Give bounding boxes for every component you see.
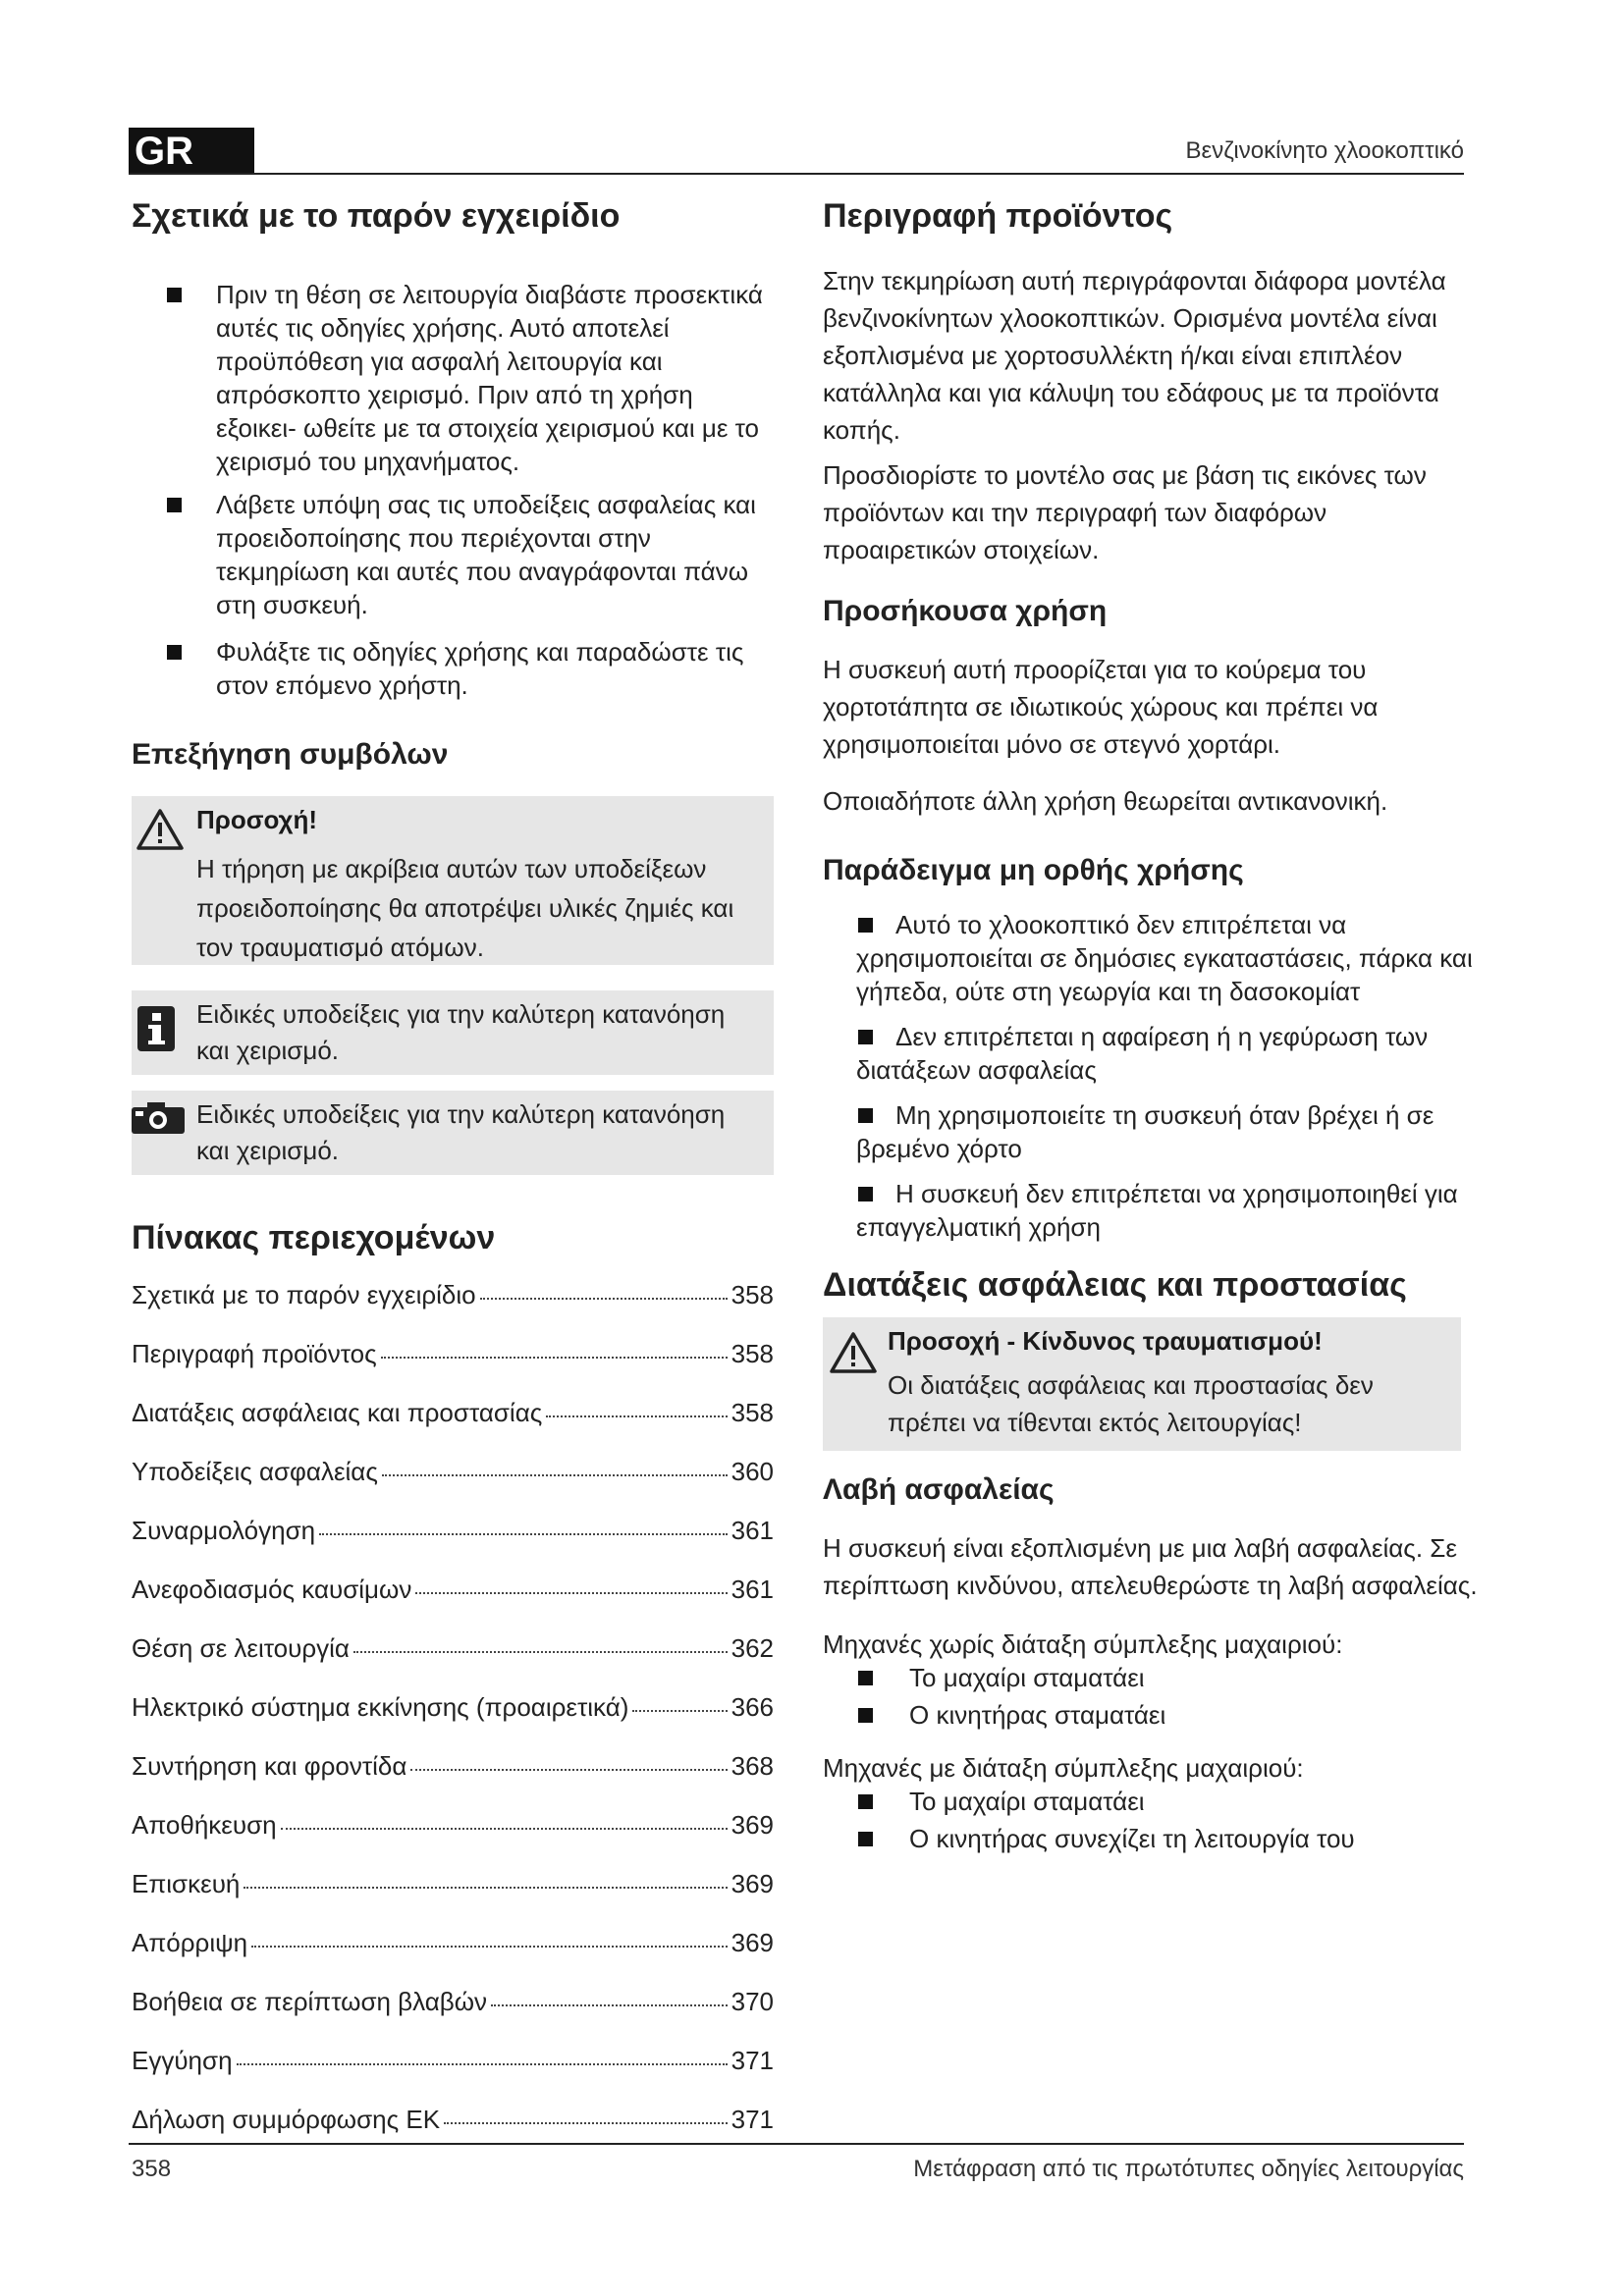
- bullet-text: Δεν επιτρέπεται η αφαίρεση ή η γεφύρωση των διατάξεων ασφαλείας: [856, 1021, 1429, 1085]
- toc-page: 362: [731, 1632, 774, 1663]
- about-heading: Σχετικά με το παρόν εγχειρίδιο: [132, 197, 621, 235]
- bullet-text: Πριν τη θέση σε λειτουργία διαβάστε προσεκτικά αυτές τις οδηγίες χρήσης. Αυτό αποτελεί προϋπόθεση για ασφαλή λειτουργία και απρόσκοπτο χειρισμό. Πριν από τη χρήση εξοικει- ωθείτε με τα στοιχεία χειρισμού και με το χειρισμό του μηχανήματος.: [216, 279, 763, 476]
- symbols-heading: Επεξήγηση συμβόλων: [132, 737, 449, 771]
- toc-page: 358: [731, 1279, 774, 1309]
- toc-leader: [244, 1887, 727, 1889]
- toc-title: Βοήθεια σε περίπτωση βλαβών: [132, 1986, 488, 2016]
- square-bullet-icon: [858, 1832, 873, 1846]
- toc-page: 368: [731, 1750, 774, 1781]
- toc-page: 361: [731, 1515, 774, 1545]
- toc-row[interactable]: [132, 1338, 774, 1400]
- warning-title: Προσοχή!: [196, 804, 317, 834]
- toc-row[interactable]: [132, 1397, 774, 1459]
- toc-row[interactable]: [132, 1632, 774, 1694]
- toc-row[interactable]: [132, 2104, 774, 2165]
- warning-triangle-icon: [829, 1331, 878, 1374]
- toc-title: Σχετικά με το παρόν εγχειρίδιο: [132, 1279, 476, 1309]
- toc-page: 360: [731, 1456, 774, 1486]
- left-column: [132, 196, 774, 2165]
- intended-use-paragraph-1: Η συσκευή αυτή προορίζεται για το κούρεμα του χορτοτάπητα σε ιδιωτικούς χώρους και πρέπει να χρησιμοποιείται μόνο σε στεγνό χορτάρι.: [823, 654, 1379, 759]
- toc-row[interactable]: [132, 1515, 774, 1576]
- bullet-text: Ο κινητήρας συνεχίζει τη λειτουργία του: [909, 1823, 1355, 1853]
- toc-title: Συναρμολόγηση: [132, 1515, 316, 1545]
- list-item: [823, 908, 1481, 1008]
- toc-title: Εγγύηση: [132, 2045, 233, 2075]
- toc-page: 358: [731, 1338, 774, 1368]
- warning-box: [132, 796, 774, 965]
- camera-box: [132, 1091, 774, 1175]
- safety-devices-heading: Διατάξεις ασφάλειας και προστασίας: [823, 1265, 1407, 1304]
- bullet-text: Το μαχαίρι σταματάει: [909, 1786, 1145, 1816]
- toc-title: Υποδείξεις ασφαλείας: [132, 1456, 378, 1486]
- toc-leader: [237, 2063, 728, 2065]
- intended-use-heading: Προσήκουσα χρήση: [823, 594, 1108, 627]
- about-bullet-list: [132, 278, 774, 702]
- toc-row[interactable]: [132, 1279, 774, 1341]
- misuse-bullet-list: [823, 908, 1481, 1244]
- toc-page: 371: [731, 2104, 774, 2134]
- toc-leader: [382, 1474, 728, 1476]
- warning-triangle-icon: [135, 808, 185, 851]
- page-number: 358: [132, 2156, 172, 2182]
- safety-handle-heading: Λαβή ασφαλείας: [823, 1472, 1055, 1506]
- square-bullet-icon: [858, 1708, 873, 1723]
- square-bullet-icon: [858, 1108, 873, 1123]
- clutch-list: [823, 1785, 1481, 1855]
- toc-row[interactable]: [132, 1809, 774, 1871]
- toc-leader: [415, 1592, 727, 1594]
- bullet-text: Η συσκευή δεν επιτρέπεται να χρησιμοποιηθεί για επαγγελματική χρήση: [856, 1178, 1458, 1242]
- square-bullet-icon: [858, 1671, 873, 1685]
- camera-text: Ειδικές υποδείξεις για την καλύτερη κατανόηση και χειρισμό.: [196, 1098, 726, 1165]
- bullet-text: Φυλάξτε τις οδηγίες χρήσης και παραδώστε τις στον επόμενο χρήστη.: [216, 636, 744, 700]
- toc-page: 358: [731, 1397, 774, 1427]
- footer-note: Μετάφραση από τις πρωτότυπες οδηγίες λειτουργίας: [913, 2156, 1464, 2182]
- list-item: [823, 1785, 1481, 1818]
- list-item: [823, 1020, 1481, 1087]
- toc-leader: [251, 1946, 728, 1948]
- square-bullet-icon: [167, 288, 182, 302]
- toc-row[interactable]: [132, 1927, 774, 1989]
- toc-row[interactable]: [132, 1576, 774, 1635]
- toc-row[interactable]: [132, 1456, 774, 1518]
- intended-use-paragraph-2: Οποιαδήποτε άλλη χρήση θεωρείται αντικανονική.: [823, 785, 1388, 816]
- list-item: [132, 635, 774, 702]
- toc-title: Αποθήκευση: [132, 1809, 277, 1840]
- misuse-heading: Παράδειγμα μη ορθής χρήσης: [823, 853, 1244, 886]
- list-item: [823, 1822, 1481, 1855]
- clutch-label: Μηχανές με διάταξη σύμπλεξης μαχαιριού:: [823, 1752, 1304, 1783]
- toc-page: 371: [731, 2045, 774, 2075]
- safety-handle-paragraph: Η συσκευή είναι εξοπλισμένη με μια λαβή ασφαλείας. Σε περίπτωση κινδύνου, απελευθερώστε τη λαβή ασφαλείας.: [823, 1532, 1478, 1600]
- toc-title: Απόρριψη: [132, 1927, 248, 1957]
- toc-page: 370: [731, 1986, 774, 2016]
- right-column: [823, 196, 1481, 1855]
- bullet-text: Λάβετε υπόψη σας τις υποδείξεις ασφαλείας και προειδοποίησης που περιέχονται στην τεκμηρίωση και αυτές που αναγράφονται πάνω στη συσκευή.: [216, 489, 756, 619]
- list-item: [823, 1098, 1481, 1165]
- bullet-text: Το μαχαίρι σταματάει: [909, 1662, 1145, 1692]
- toc-title: Ηλεκτρικό σύστημα εκκίνησης (προαιρετικά): [132, 1691, 629, 1722]
- toc-page: 369: [731, 1809, 774, 1840]
- toc-title: Περιγραφή προϊόντος: [132, 1338, 377, 1368]
- toc-row[interactable]: [132, 2045, 774, 2107]
- toc-title: Δήλωση συμμόρφωσης ΕΚ: [132, 2104, 441, 2134]
- toc-leader: [632, 1710, 727, 1712]
- toc-title: Συντήρηση και φροντίδα: [132, 1750, 407, 1781]
- no-clutch-list: [823, 1661, 1481, 1732]
- language-badge: GR: [129, 128, 254, 175]
- warning-text: Η τήρηση με ακρίβεια αυτών των υποδείξεων προειδοποίησης θα αποτρέψει υλικές ζημιές και τον τραυματισμό ατόμων.: [196, 853, 734, 962]
- toc-page: 361: [731, 1574, 774, 1604]
- bullet-text: Αυτό το χλοοκοπτικό δεν επιτρέπεται να χρησιμοποιείται σε δημόσιες εγκαταστάσεις, πάρκα και γήπεδα, ούτε στη γεωργία και τη δασοκομίατ: [856, 909, 1473, 1006]
- info-box: [132, 990, 774, 1075]
- list-item: [823, 1177, 1481, 1244]
- list-item: [823, 1661, 1481, 1694]
- safety-warning-title: Προσοχή - Κίνδυνος τραυματισμού!: [888, 1325, 1323, 1356]
- product-paragraph-2: Προσδιορίστε το μοντέλο σας με βάση τις εικόνες των προϊόντων και την περιγραφή των διαφόρων προαιρετικών στοιχείων.: [823, 459, 1427, 564]
- header-divider: [129, 173, 1464, 175]
- bullet-text: Μη χρησιμοποιείτε τη συσκευή όταν βρέχει ή σε βρεμένο χόρτο: [856, 1099, 1435, 1163]
- info-icon: [137, 1006, 175, 1051]
- toc-leader: [319, 1533, 728, 1535]
- toc-leader: [491, 2004, 728, 2006]
- toc-leader: [281, 1828, 728, 1830]
- info-text: Ειδικές υποδείξεις για την καλύτερη κατανόηση και χειρισμό.: [196, 998, 726, 1065]
- table-of-contents: [132, 1279, 774, 2165]
- safety-warning-box: [823, 1317, 1461, 1451]
- toc-page: 369: [731, 1927, 774, 1957]
- toc-leader: [546, 1415, 727, 1417]
- square-bullet-icon: [858, 1794, 873, 1809]
- square-bullet-icon: [167, 645, 182, 660]
- footer-divider: [129, 2143, 1464, 2145]
- camera-icon: [132, 1102, 185, 1134]
- toc-leader: [410, 1769, 727, 1771]
- list-item: [132, 278, 774, 478]
- toc-row[interactable]: [132, 1691, 774, 1753]
- toc-title: Θέση σε λειτουργία: [132, 1632, 350, 1663]
- toc-title: Ανεφοδιασμός καυσίμων: [132, 1574, 412, 1604]
- bullet-text: Ο κινητήρας σταματάει: [909, 1699, 1166, 1730]
- product-paragraph-1: Στην τεκμηρίωση αυτή περιγράφονται διάφορα μοντέλα βενζινοκίνητων χλοοκοπτικών. Ορισμένα μοντέλα είναι εξοπλισμένα με χορτοσυλλέκτη ή/και είναι επιπλέον κατάλληλα και για κάλυψη του εδάφους με τα προϊόντα κοπής.: [823, 265, 1446, 445]
- toc-leader: [381, 1357, 728, 1359]
- square-bullet-icon: [858, 1030, 873, 1044]
- product-heading: Περιγραφή προϊόντος: [823, 197, 1173, 235]
- toc-page: 366: [731, 1691, 774, 1722]
- toc-leader: [353, 1651, 728, 1653]
- toc-page: 369: [731, 1868, 774, 1898]
- toc-title: Διατάξεις ασφάλειας και προστασίας: [132, 1397, 543, 1427]
- safety-warning-text: Οι διατάξεις ασφάλειας και προστασίας δεν πρέπει να τίθενται εκτός λειτουργίας!: [888, 1369, 1374, 1437]
- toc-row[interactable]: [132, 1750, 774, 1812]
- square-bullet-icon: [167, 498, 182, 512]
- toc-leader: [444, 2122, 728, 2124]
- toc-row[interactable]: [132, 1868, 774, 1930]
- list-item: [132, 488, 774, 621]
- toc-heading: Πίνακας περιεχομένων: [132, 1218, 496, 1256]
- square-bullet-icon: [858, 918, 873, 933]
- toc-leader: [480, 1298, 728, 1300]
- square-bullet-icon: [858, 1187, 873, 1201]
- toc-title: Επισκευή: [132, 1868, 241, 1898]
- no-clutch-label: Μηχανές χωρίς διάταξη σύμπλεξης μαχαιριού:: [823, 1629, 1343, 1659]
- list-item: [823, 1698, 1481, 1732]
- header-title: Βενζινοκίνητο χλοοκοπτικό: [1185, 137, 1464, 164]
- toc-row[interactable]: [132, 1986, 774, 2048]
